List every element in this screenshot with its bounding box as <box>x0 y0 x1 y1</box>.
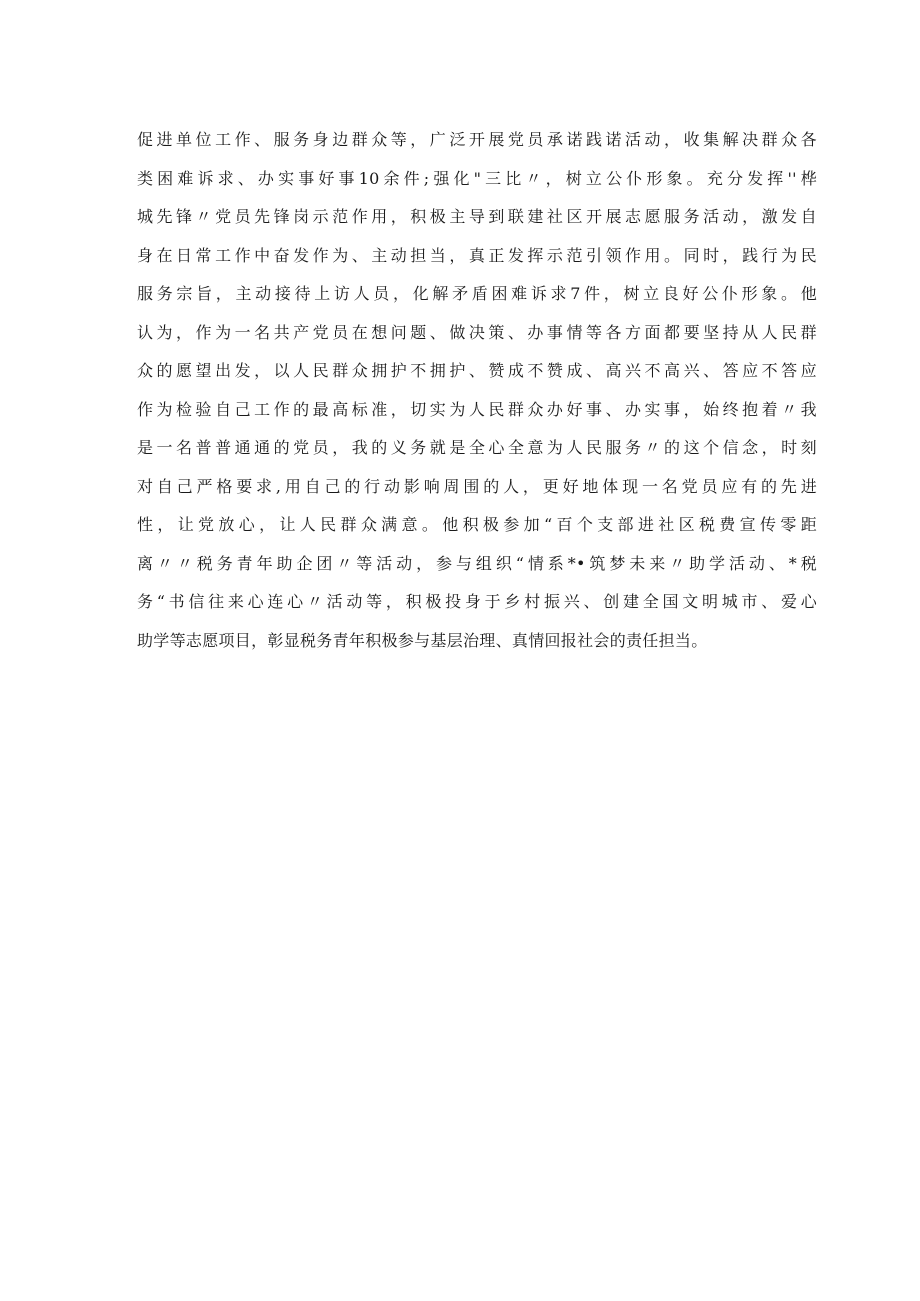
paragraph-line: 性，让党放心，让人民群众满意。他积极参加“百个支部进社区税费宣传零距 <box>137 515 817 534</box>
paragraph-line: 身在日常工作中奋发作为、主动担当，真正发挥示范引领作用。同时，践行为民 <box>137 245 817 265</box>
paragraph-line: 促进单位工作、服务身边群众等，广泛开展党员承诺践诺活动，收集解决群众各 <box>137 130 817 149</box>
paragraph-line: 众的愿望出发，以人民群众拥护不拥护、赞成不赞成、高兴不高兴、答应不答应 <box>137 361 817 380</box>
paragraph-line: 对自己严格要求,用自己的行动影响周围的人，更好地体现一名党员应有的先进 <box>137 476 817 496</box>
paragraph-line: 城先锋〃党员先锋岗示范作用，积极主导到联建社区开展志愿服务活动，激发自 <box>137 207 817 226</box>
paragraph-line: 离〃〃税务青年助企团〃等活动，参与组织“情系*•筑梦未来〃助学活动、*税 <box>137 553 817 573</box>
paragraph-line: 作为检验自己工作的最高标准，切实为人民群众办好事、办实事，始终抱着〃我 <box>137 399 817 419</box>
paragraph-line: 是一名普普通通的党员，我的义务就是全心全意为人民服务〃的这个信念，时刻 <box>137 438 817 457</box>
paragraph-line: 服务宗旨，主动接待上访人员，化解矛盾困难诉求7件，树立良好公仆形象。他 <box>137 284 817 303</box>
paragraph-line: 类困难诉求、办实事好事10余件;强化"三比〃，树立公仆形象。充分发挥''桦 <box>137 168 817 188</box>
paragraph-line-last: 助学等志愿项目，彰显税务青年积极参与基层治理、真情回报社会的责任担当。 <box>137 630 708 650</box>
body-paragraph <box>137 121 817 660</box>
paragraph-line: 务“书信往来心连心〃活动等，积极投身于乡村振兴、创建全国文明城市、爱心 <box>137 592 817 611</box>
paragraph-line: 认为，作为一名共产党员在想问题、做决策、办事情等各方面都要坚持从人民群 <box>137 322 817 342</box>
